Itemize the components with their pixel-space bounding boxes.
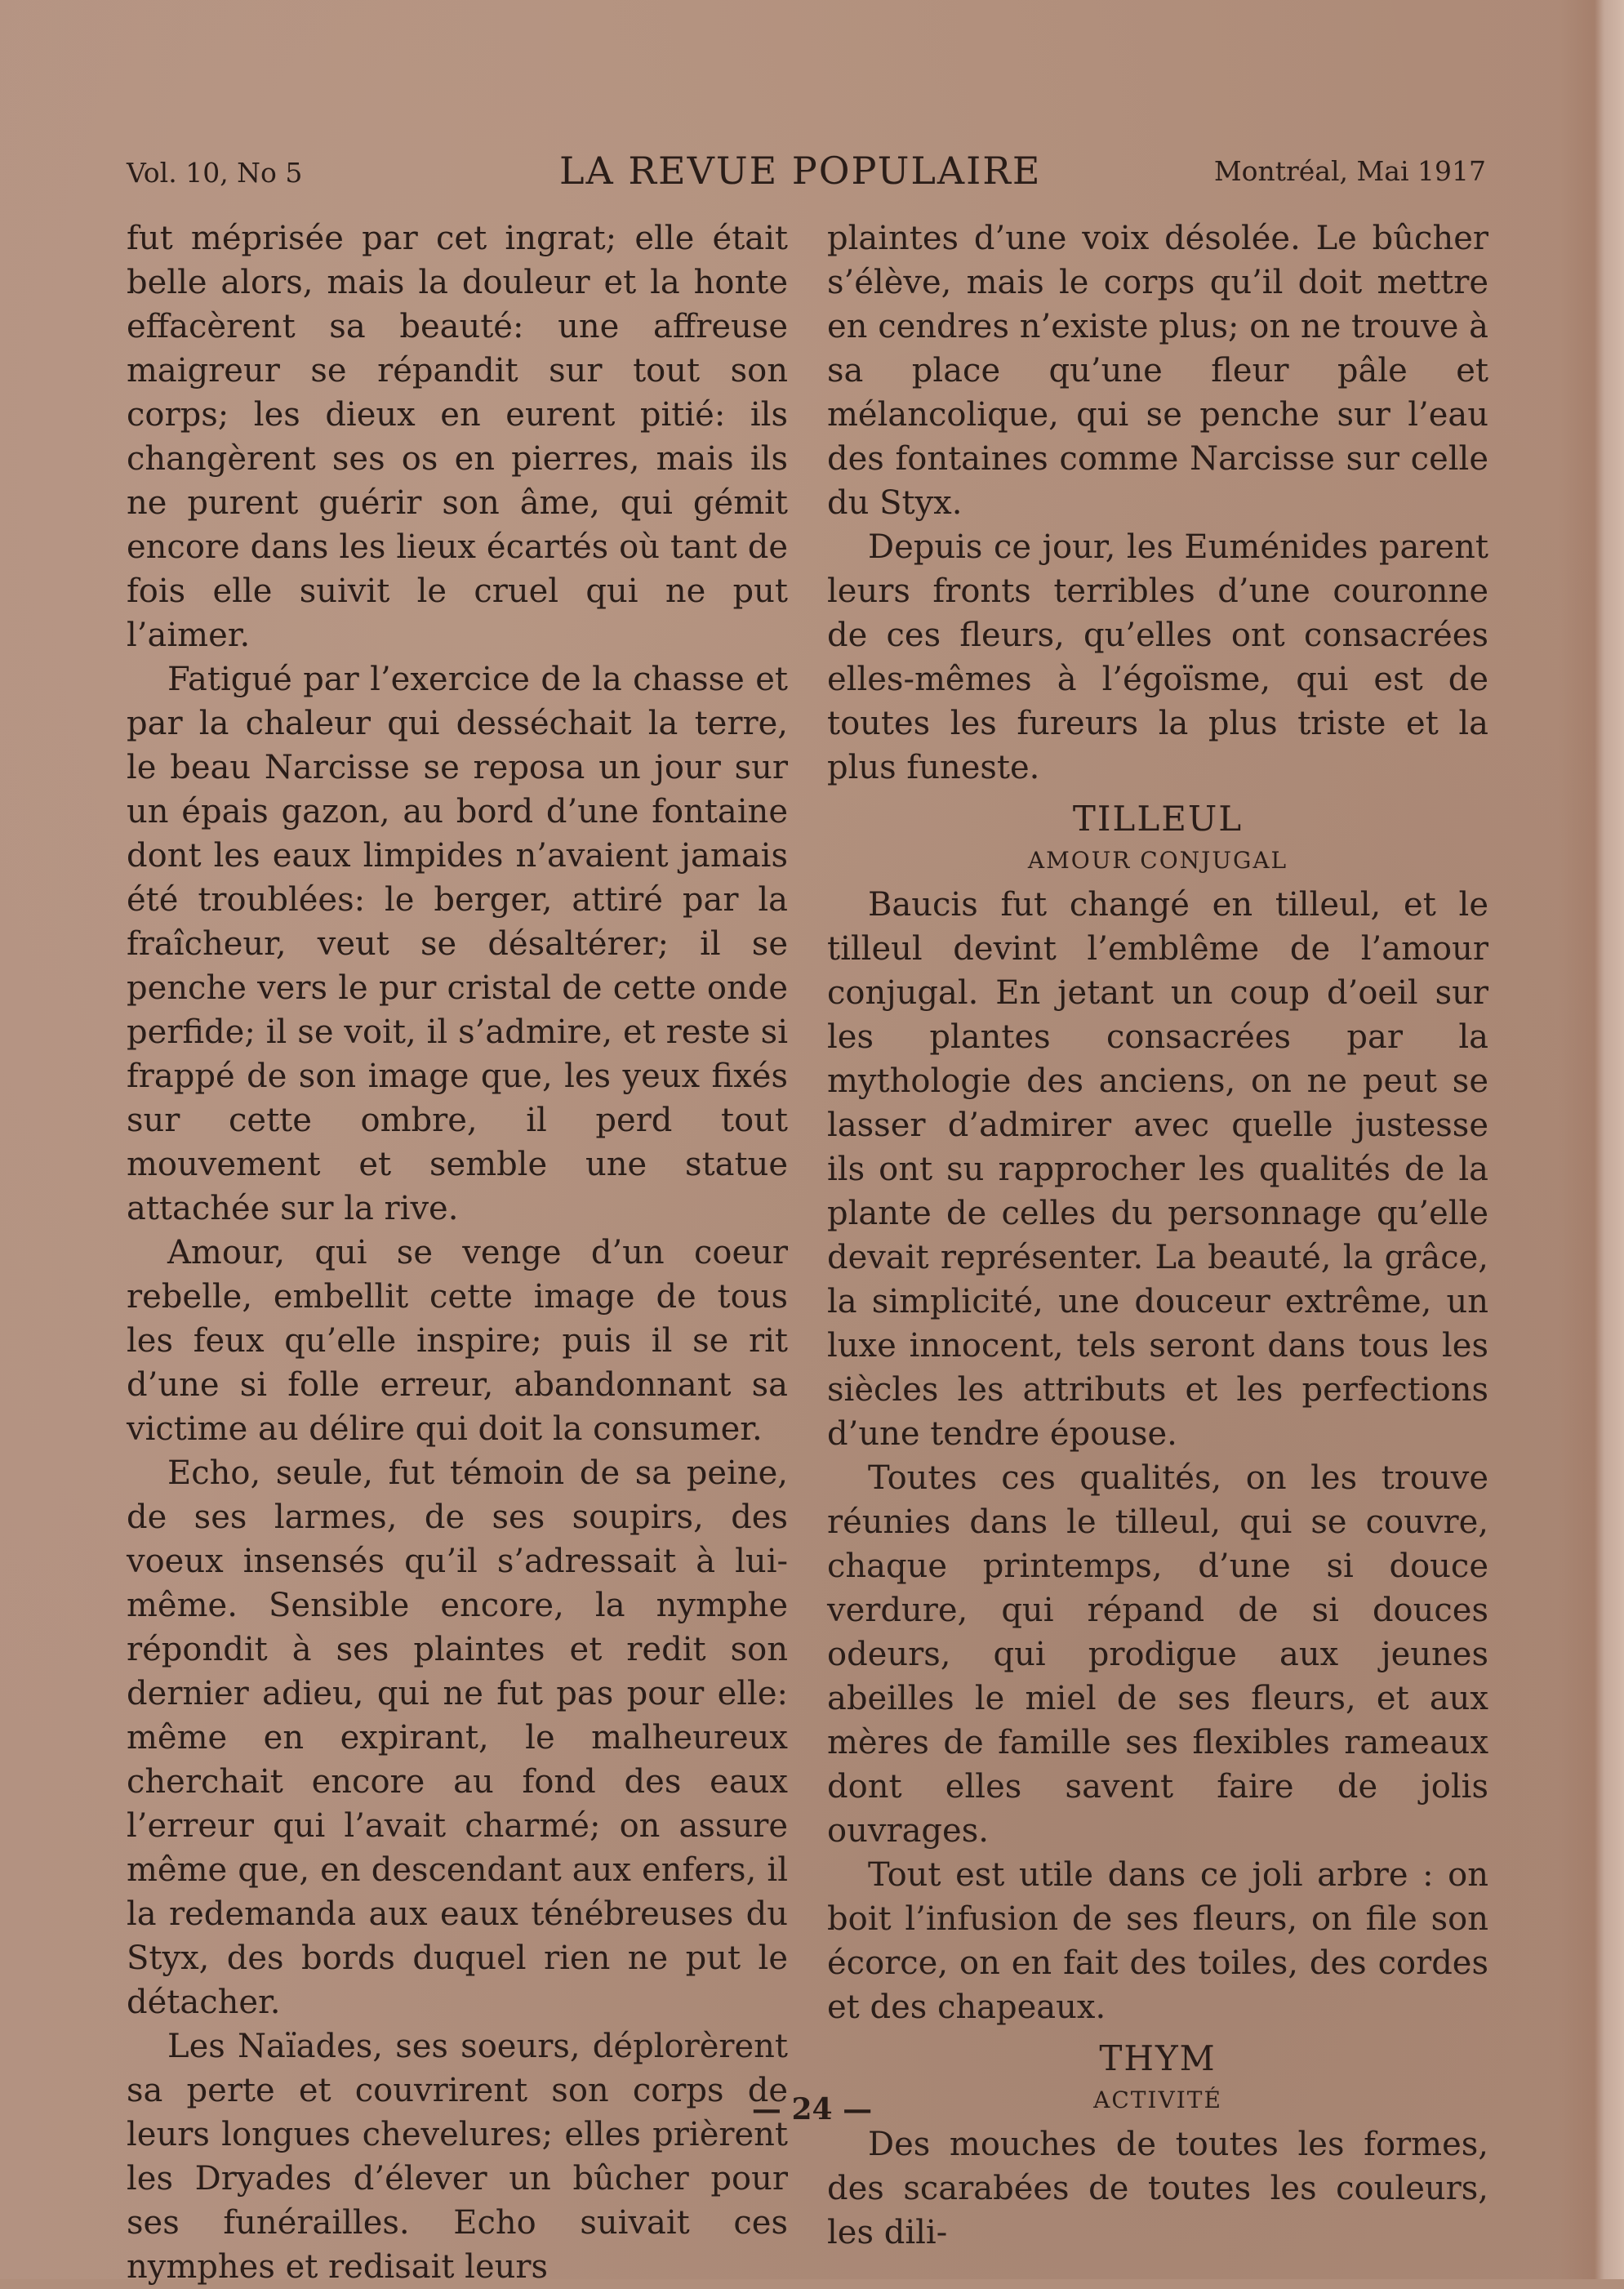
left-column <box>127 216 788 2289</box>
issue-date: Montréal, Mai 1917 <box>1213 155 1486 187</box>
paragraph: Depuis ce jour, les Euménides parent leurs fronts terribles d’une couronne de ces fleurs, qu’elles ont consacrées elles-mêmes à l’égoïsme, qui est de toutes les fureurs la plus triste et la plus funeste. <box>827 528 1488 786</box>
running-header <box>127 149 1486 198</box>
page-edge <box>1559 0 1624 2279</box>
paragraph: Toutes ces qualités, on les trouve réunies dans le tilleul, qui se couvre, chaque printemps, d’une si douce verdure, qui répand de si douces odeurs, qui prodigue aux jeunes abeilles le miel de ses fleurs, et aux mères de famille ses flexibles rameaux dont elles savent faire de jolis ouvrages. <box>827 1459 1488 1850</box>
right-column <box>827 216 1488 2255</box>
section-subheading-amour-conjugal: AMOUR CONJUGAL <box>1027 847 1288 874</box>
volume-number: Vol. 10, No 5 <box>127 157 303 189</box>
paragraph: Amour, qui se venge d’un coeur rebelle, embellit cette image de tous les feux qu’elle inspire; puis il se rit d’une si folle erreur, abandonnant sa victime au délire qui doit la consumer. <box>127 1234 788 1448</box>
paragraph: Tout est utile dans ce joli arbre : on boit l’infusion de ses fleurs, on file son écorce, on en fait des toiles, des cordes et des chapeaux. <box>827 1856 1488 2026</box>
paragraph: fut méprisée par cet ingrat; elle était belle alors, mais la douleur et la honte effacèrent sa beauté: une affreuse maigreur se répandit sur tout son corps; les dieux en eurent pitié: ils changèrent ses os en pierres, mais ils ne purent guérir son âme, qui gémit encore dans les lieux écartés où tant de fois elle suivit le cruel qui ne put l’aimer. <box>127 220 788 654</box>
section-subheading-activite: ACTIVITÉ <box>1093 2086 1222 2113</box>
section-heading-tilleul: TILLEUL <box>1072 799 1244 839</box>
page-number: — 24 — <box>751 2092 873 2126</box>
paragraph: Les Naïades, ses soeurs, déplorèrent sa perte et couvrirent son corps de leurs longues chevelures; elles prièrent les Dryades d’élever un bûcher pour ses funérailles. Echo suivait ces nymphes et redisait leurs <box>127 2028 788 2286</box>
publication-title: LA REVUE POPULAIRE <box>559 149 1042 193</box>
paragraph: plaintes d’une voix désolée. Le bûcher s’élève, mais le corps qu’il doit mettre en cendres n’existe plus; on ne trouve à sa place qu’une fleur pâle et mélancolique, qui se penche sur l’eau des fontaines comme Narcisse sur celle du Styx. <box>827 220 1488 522</box>
paragraph: Baucis fut changé en tilleul, et le tilleul devint l’emblême de l’amour conjugal. En jetant un coup d’oeil sur les plantes consacrées par la mythologie des anciens, on ne peut se lasser d’admirer avec quelle justesse ils ont su rapprocher les qualités de la plante de celles du personnage qu’elle devait représenter. La beauté, la grâce, la simplicité, une douceur extrême, un luxe innocent, tels seront dans tous les siècles les attributs et les perfections d’une tendre épouse. <box>827 886 1488 1453</box>
section-heading-thym: THYM <box>1099 2038 1217 2078</box>
paragraph: Echo, seule, fut témoin de sa peine, de ses larmes, de ses soupirs, des voeux insensés qu’il s’adressait à lui-même. Sensible encore, la nymphe répondit à ses plaintes et redit son dernier adieu, qui ne fut pas pour elle: même en expirant, le malheureux cherchait encore au fond des eaux l’erreur qui l’avait charmé; on assure même que, en descendant aux enfers, il la redemanda aux eaux ténébreuses du Styx, des bords duquel rien ne put le détacher. <box>127 1454 788 2021</box>
paragraph: Des mouches de toutes les formes, des scarabées de toutes les couleurs, les dili- <box>827 2126 1488 2251</box>
paragraph: Fatigué par l’exercice de la chasse et par la chaleur qui desséchait la terre, le beau Narcisse se reposa un jour sur un épais gazon, au bord d’une fontaine dont les eaux limpides n’avaient jamais été troublées: le berger, attiré par la fraîcheur, veut se désaltérer; il se penche vers le pur cristal de cette onde perfide; il se voit, il s’admire, et reste si frappé de son image que, les yeux fixés sur cette ombre, il perd tout mouvement et semble une statue attachée sur la rive. <box>127 661 788 1227</box>
